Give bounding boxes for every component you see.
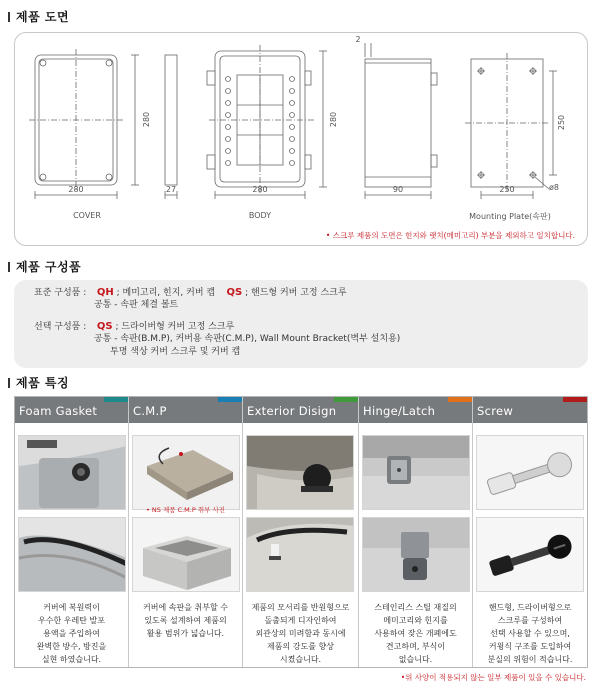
desc-line: 실현 하였습니다. — [41, 655, 102, 664]
plate-height-dim: 250 — [557, 114, 567, 131]
optional-qs-text: ; 드라이버형 커버 고정 스크루 — [115, 322, 235, 332]
desc-line: 제품의 모서리를 반원형으로 — [251, 603, 350, 612]
plate-hole-dim: ø8 — [549, 183, 559, 192]
desc-line: 시켰습니다. — [279, 655, 322, 664]
screw-photo-2 — [476, 517, 584, 592]
feature-color-tag — [104, 397, 128, 402]
foam-gasket-photo-1 — [18, 435, 126, 510]
side-drawing — [365, 43, 437, 199]
feature-color-tag — [334, 397, 358, 402]
feature-color-tag — [218, 397, 242, 402]
cmp-photo-2 — [132, 517, 240, 592]
feature-title: Foam Gasket — [15, 397, 128, 423]
exterior-photo-1 — [246, 435, 354, 510]
side-depth-dim: 90 — [392, 185, 404, 194]
desc-line: 우수한 우레탄 발포 — [38, 616, 105, 625]
feature-description — [15, 601, 128, 666]
feature-cmp — [129, 397, 243, 667]
features-title: 제품 특징 — [8, 374, 69, 391]
feature-foam-gasket — [15, 397, 129, 667]
feature-title: Hinge/Latch — [359, 397, 472, 423]
components-title: 제품 구성품 — [8, 258, 81, 275]
desc-line: 없습니다. — [398, 655, 433, 664]
feature-hinge-latch — [359, 397, 473, 667]
desc-line: 있도록 설계하여 제품의 — [144, 616, 227, 625]
desc-line: 돌출되게 디자인하여 — [264, 616, 337, 625]
cover-height-dim: 280 — [142, 111, 152, 128]
feature-color-tag — [563, 397, 587, 402]
desc-line: 견고하며, 부식이 — [385, 642, 446, 651]
feature-description — [129, 601, 242, 640]
drawings-panel — [14, 32, 588, 246]
standard-label: 표준 구성품 : — [34, 288, 87, 298]
desc-line: 분실의 위험이 적습니다. — [487, 655, 573, 664]
plate-caption: Mounting Plate(속판) — [469, 212, 551, 221]
screw-photo-1 — [476, 435, 584, 510]
standard-common: 공통 - 속판 체결 볼트 — [94, 300, 179, 310]
feature-screw — [473, 397, 587, 667]
desc-line: 스테인리스 스틸 재질의 — [374, 603, 457, 612]
exterior-photo-2 — [246, 517, 354, 592]
feature-title: Screw — [473, 397, 587, 423]
body-thickness-dim: 2 — [355, 35, 361, 44]
cover-width-dim: 280 — [68, 185, 84, 194]
standard-qs-text: ; 핸드형 커버 고정 스크루 — [245, 288, 347, 298]
components-panel — [14, 280, 588, 368]
desc-line: 활용 범위가 넓습니다. — [146, 629, 225, 638]
foam-gasket-photo-2 — [18, 517, 126, 592]
optional-components-row — [34, 320, 234, 334]
feature-title: C.M.P — [129, 397, 242, 423]
desc-line: 핸드형, 드라이버형으로 — [488, 603, 572, 612]
drawings-title: 제품 도면 — [8, 8, 69, 25]
desc-line: 메미고리와 힌지를 — [383, 616, 448, 625]
optional-common-2: 투명 색상 커버 스크루 및 커버 캡 — [110, 347, 241, 357]
cover-drawing — [29, 49, 139, 199]
desc-line: 커버에 속판을 취부할 수 — [143, 603, 228, 612]
body-width-dim: 280 — [252, 185, 268, 194]
drawings-note: • 스크루 제품의 도면은 힌지와 랫치(메미고리) 부분을 제외하고 일치합니다. — [325, 231, 575, 240]
features-footnote: •위 사양이 적용되지 않는 일부 제품이 있을 수 있습니다. — [400, 673, 586, 682]
cover-caption: COVER — [73, 211, 101, 220]
cover-depth-dim: 27 — [165, 185, 177, 194]
standard-qh-code: QH — [96, 287, 114, 298]
body-height-dim: 280 — [329, 111, 339, 128]
feature-color-tag — [448, 397, 472, 402]
latch-photo-2 — [362, 517, 470, 592]
feature-title: Exterior Disign — [243, 397, 358, 423]
feature-description — [359, 601, 472, 666]
optional-qs-code: QS — [96, 321, 113, 332]
standard-components-row — [34, 286, 347, 300]
desc-line: 커윙식 구조를 도입하여 — [488, 642, 572, 651]
optional-common-1: 공통 - 속판(B.M.P), 커버용 속판(C.M.P), Wall Mount Bracket(벽부 설치용) — [94, 334, 401, 344]
plate-drawing — [465, 53, 557, 199]
body-drawing — [207, 45, 327, 199]
desc-line: 완벽한 방수, 방진을 — [36, 642, 107, 651]
feature-description — [243, 601, 358, 666]
desc-line: 사용하여 잦은 개폐에도 — [374, 629, 457, 638]
feature-exterior-design — [243, 397, 359, 667]
desc-line: 선택 사용할 수 있으며, — [490, 629, 570, 638]
hinge-photo-1 — [362, 435, 470, 510]
features-panel — [14, 396, 588, 668]
body-caption: BODY — [248, 211, 272, 220]
desc-line: 외관상의 미려함과 동시에 — [255, 629, 346, 638]
desc-line: 용액을 주입하여 — [43, 629, 100, 638]
optional-label: 선택 구성품 : — [34, 322, 87, 332]
desc-line: 커버에 복원력이 — [43, 603, 100, 612]
cover-side-drawing — [165, 55, 177, 199]
desc-line: 제품의 강도를 향상 — [267, 642, 334, 651]
plate-width-dim: 250 — [499, 185, 515, 194]
standard-qh-text: ; 메미고리, 힌지, 커버 캡 — [116, 288, 216, 298]
cmp-photo-note: • NS 제품 C.M.P 취부 사진 — [145, 506, 226, 514]
cmp-photo-1 — [132, 435, 240, 510]
desc-line: 스크루를 구성하여 — [497, 616, 563, 625]
feature-description — [473, 601, 587, 666]
standard-qs-code: QS — [226, 287, 243, 298]
